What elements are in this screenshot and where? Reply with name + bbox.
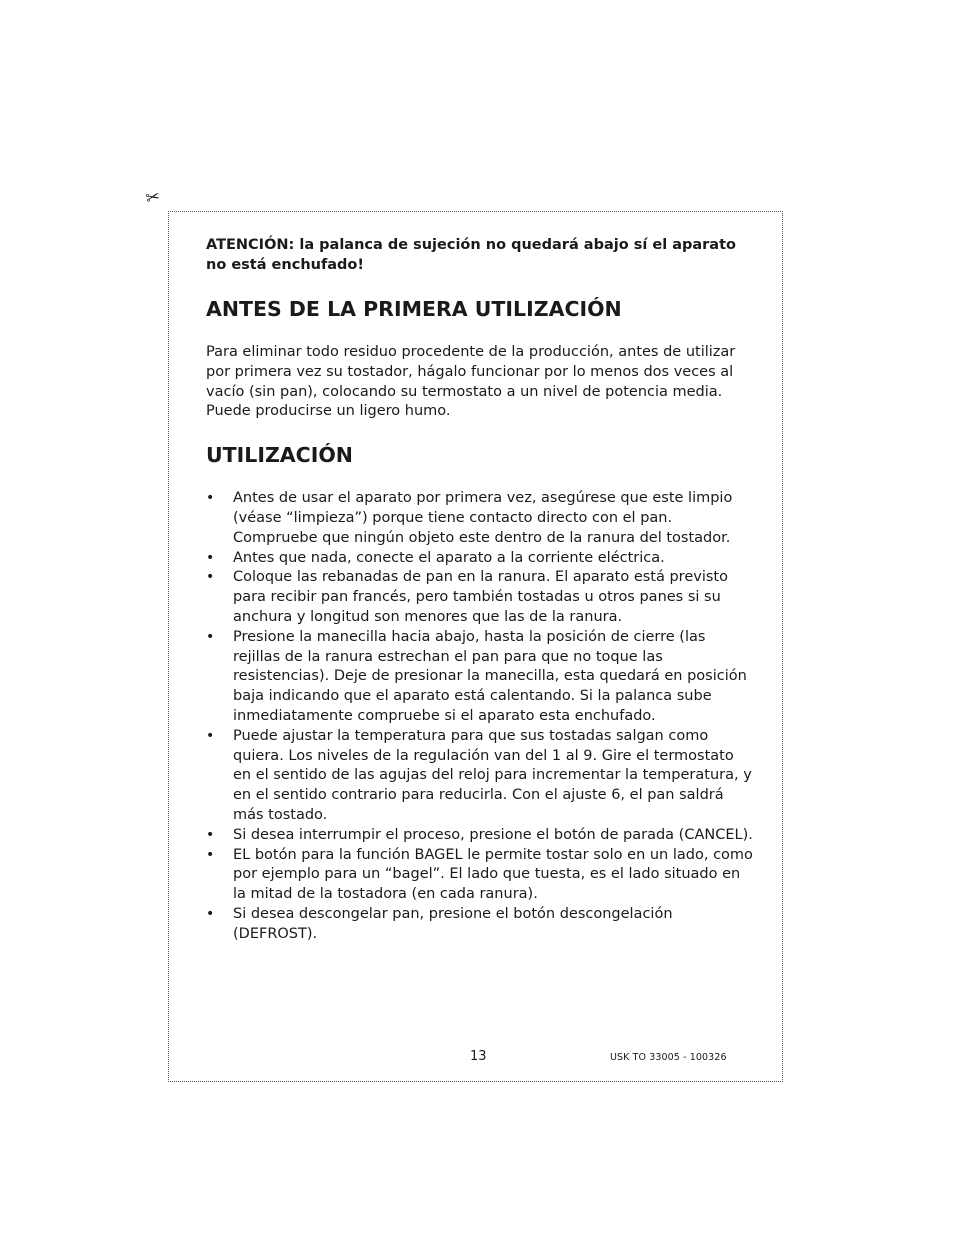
list-item-text: Si desea interrumpir el proceso, presione el botón de parada (CANCEL).: [233, 826, 753, 843]
list-item: [206, 628, 754, 727]
bullet-icon: •: [206, 628, 215, 645]
list-item: [206, 905, 754, 945]
bullet-icon: •: [206, 490, 215, 507]
list-item-text: Antes que nada, conecte el aparato a la corriente eléctrica.: [233, 549, 665, 566]
page-content: [206, 236, 754, 945]
list-item: [206, 846, 754, 905]
list-item-text: Antes de usar el aparato por primera vez, asegúrese que este limpio (véase “limpieza”) porque tiene contacto directo con el pan. Compruebe que ningún objeto este dentro de la ranura del tostador.: [233, 490, 733, 546]
bullet-icon: •: [206, 826, 215, 843]
section-body-first-use: Para eliminar todo residuo procedente de la producción, antes de utilizar por primera vez su tostador, hágalo funcionar por lo menos dos veces al vacío (sin pan), colocando su termostato a un nivel de potencia media. Puede producirse un ligero humo.: [206, 344, 736, 420]
bullet-icon: •: [206, 905, 215, 922]
warning-note: ATENCIÓN: la palanca de sujeción no quedará abajo sí el aparato no está enchufado!: [206, 237, 736, 273]
document-code: USK TO 33005 - 100326: [610, 1052, 727, 1063]
list-item: [206, 826, 754, 846]
bullet-icon: •: [206, 727, 215, 744]
list-item-text: Coloque las rebanadas de pan en la ranura. El aparato está previsto para recibir pan francés, pero también tostadas u otros panes si su anchura y longitud son menores que las de la ranura.: [233, 569, 728, 625]
page-number: 13: [470, 1049, 487, 1064]
list-item-text: Presione la manecilla hacia abajo, hasta la posición de cierre (las rejillas de la ranura estrechan el pan para que no toque las resistencias). Deje de presionar la manecilla, esta quedará en posición baja indicando que el aparato está calentando. Si la palanca sube inmediatamente compruebe si el aparato esta enchufado.: [233, 628, 747, 724]
list-item-text: Puede ajustar la temperatura para que sus tostadas salgan como quiera. Los niveles de la regulación van del 1 al 9. Gire el termostato en el sentido de las agujas del reloj para incrementar la temperatura, y en el sentido contrario para reducirla. Con el ajuste 6, el pan saldrá más tostado.: [233, 727, 752, 823]
bullet-icon: •: [206, 846, 215, 863]
list-item: [206, 549, 754, 569]
scissors-icon: ✂: [143, 186, 163, 210]
list-item-text: Si desea descongelar pan, presione el botón descongelación (DEFROST).: [233, 905, 673, 942]
section-title-first-use: ANTES DE LA PRIMERA UTILIZACIÓN: [206, 297, 622, 321]
usage-list: [206, 489, 754, 944]
section-title-usage: UTILIZACIÓN: [206, 443, 353, 468]
list-item: [206, 568, 754, 627]
bullet-icon: •: [206, 569, 215, 586]
list-item: [206, 489, 754, 548]
bullet-icon: •: [206, 549, 215, 566]
list-item: [206, 727, 754, 826]
list-item-text: EL botón para la función BAGEL le permite tostar solo en un lado, como por ejemplo para un “bagel”. El lado que tuesta, es el lado situado en la mitad de la tostadora (en cada ranura).: [233, 846, 753, 903]
